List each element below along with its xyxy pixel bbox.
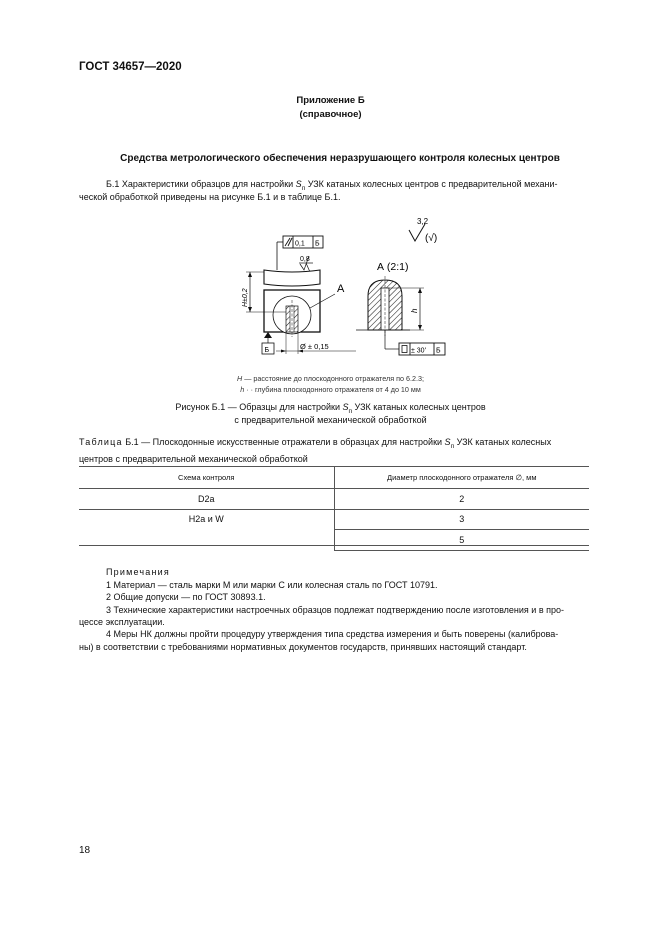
caption-text-2: УЗК катаных колесных центров xyxy=(352,402,486,412)
cell-scheme: D2a xyxy=(79,489,334,510)
intro-text-1: Б.1 Характеристики образцов для настройки xyxy=(106,179,296,189)
note-4: 4 Меры НК должны пройти процедуру утверждения типа средства измерения и быть поверены (калиброва- xyxy=(106,629,559,639)
roughness-sign: (√) xyxy=(425,233,438,244)
caption-symbol-sub: п xyxy=(348,407,353,415)
column-header-diameter: Диаметр плоскодонного отражателя ∅, мм xyxy=(334,467,589,489)
appendix-title: Приложение Б xyxy=(296,95,365,106)
detail-view xyxy=(356,276,410,336)
page-number: 18 xyxy=(79,845,91,856)
notes-heading: Примечания xyxy=(106,567,170,577)
angle-tolerance: ± 30' xyxy=(411,347,426,355)
legend-h xyxy=(0,384,661,395)
cell-diameter: 5 xyxy=(334,530,589,551)
note-3: 3 Технические характеристики настроечных образцов подлежат подтверждению после изготовления и в про- xyxy=(106,604,564,615)
table-row xyxy=(79,509,589,530)
table-title-line-2: центров с предварительной механической обработкой xyxy=(79,453,308,464)
roughness-icon xyxy=(409,224,425,241)
diameter-tolerance: Ø ± 0,15 xyxy=(300,342,329,351)
notes-block xyxy=(106,566,591,616)
note-3-continued: цессе эксплуатации. xyxy=(79,617,165,627)
note-1: 1 Материал — сталь марки М или марки С или колесная сталь по ГОСТ 10791. xyxy=(106,579,438,590)
note-4-continued: ны) в соответствии с требованиями нормативных документов государств, принявших настоящий стандарт. xyxy=(79,642,527,652)
legend-h-symbol: h xyxy=(240,385,245,394)
caption-text-1: Рисунок Б.1 — Образцы для настройки xyxy=(175,402,343,412)
table-row xyxy=(79,489,589,510)
detail-label: А (2:1) xyxy=(377,261,409,273)
table-title-symbol: S xyxy=(444,437,451,447)
dimension-h: h xyxy=(410,308,419,313)
legend-H-symbol: H xyxy=(237,374,243,383)
legend-h-text: · · глубина плоскодонного отражателя от 4 до 10 мм xyxy=(244,385,421,394)
intro-symbol: S xyxy=(295,179,302,189)
table-bottom-border xyxy=(79,545,589,546)
reflector-table xyxy=(79,466,589,551)
cell-diameter: 2 xyxy=(334,489,589,510)
legend-H-text: — расстояние до плоскодонного отражателя по 6.2.3; xyxy=(242,374,424,383)
table-title-text-2: УЗК катаных колесных xyxy=(454,437,552,447)
appendix-heading xyxy=(0,94,661,122)
datum-b-top: Б xyxy=(315,240,320,248)
flatness-tolerance: 0,1 xyxy=(295,240,305,248)
datum-b-bottom: Б xyxy=(264,347,270,354)
chamfer-value: 0,8 xyxy=(300,256,310,263)
caption-symbol: S xyxy=(342,402,349,412)
specimen-drawing xyxy=(196,212,446,362)
intro-text-2: УЗК катаных колесных центров с предварительной механи- xyxy=(305,179,558,189)
datum-b-detail: Б xyxy=(436,347,441,355)
dimension-H: H±0,2 xyxy=(242,288,249,307)
section-title: Средства метрологического обеспечения неразрушающего контроля колесных центров xyxy=(120,153,560,164)
cell-diameter: 3 xyxy=(334,509,589,530)
roughness-value: 3,2 xyxy=(417,217,429,226)
intro-line-2: ческой обработкой приведены на рисунке Б.1 и в таблице Б.1. xyxy=(79,192,341,202)
section-label-a: А xyxy=(337,283,345,295)
figure-caption-line-2: с предварительной механической обработкой xyxy=(234,415,427,425)
table-title-text-1: Б.1 — Плоскодонные искусственные отражатели в образцах для настройки xyxy=(122,437,445,447)
legend-H xyxy=(0,373,661,384)
specimen-body xyxy=(264,270,320,337)
note-2: 2 Общие допуски — по ГОСТ 30893.1. xyxy=(106,592,266,602)
column-header-scheme: Схема контроля xyxy=(79,467,334,489)
appendix-subtitle: (справочное) xyxy=(299,109,362,120)
table-title-symbol-sub: п xyxy=(450,442,455,450)
datum-triangle-icon xyxy=(264,332,272,338)
document-code: ГОСТ 34657—2020 xyxy=(79,61,182,73)
table-title xyxy=(79,436,589,466)
table-header-row xyxy=(79,467,589,489)
table-label: Таблица xyxy=(79,437,123,447)
cell-scheme: H2a и W xyxy=(188,513,224,524)
intro-symbol-sub: п xyxy=(301,184,306,192)
